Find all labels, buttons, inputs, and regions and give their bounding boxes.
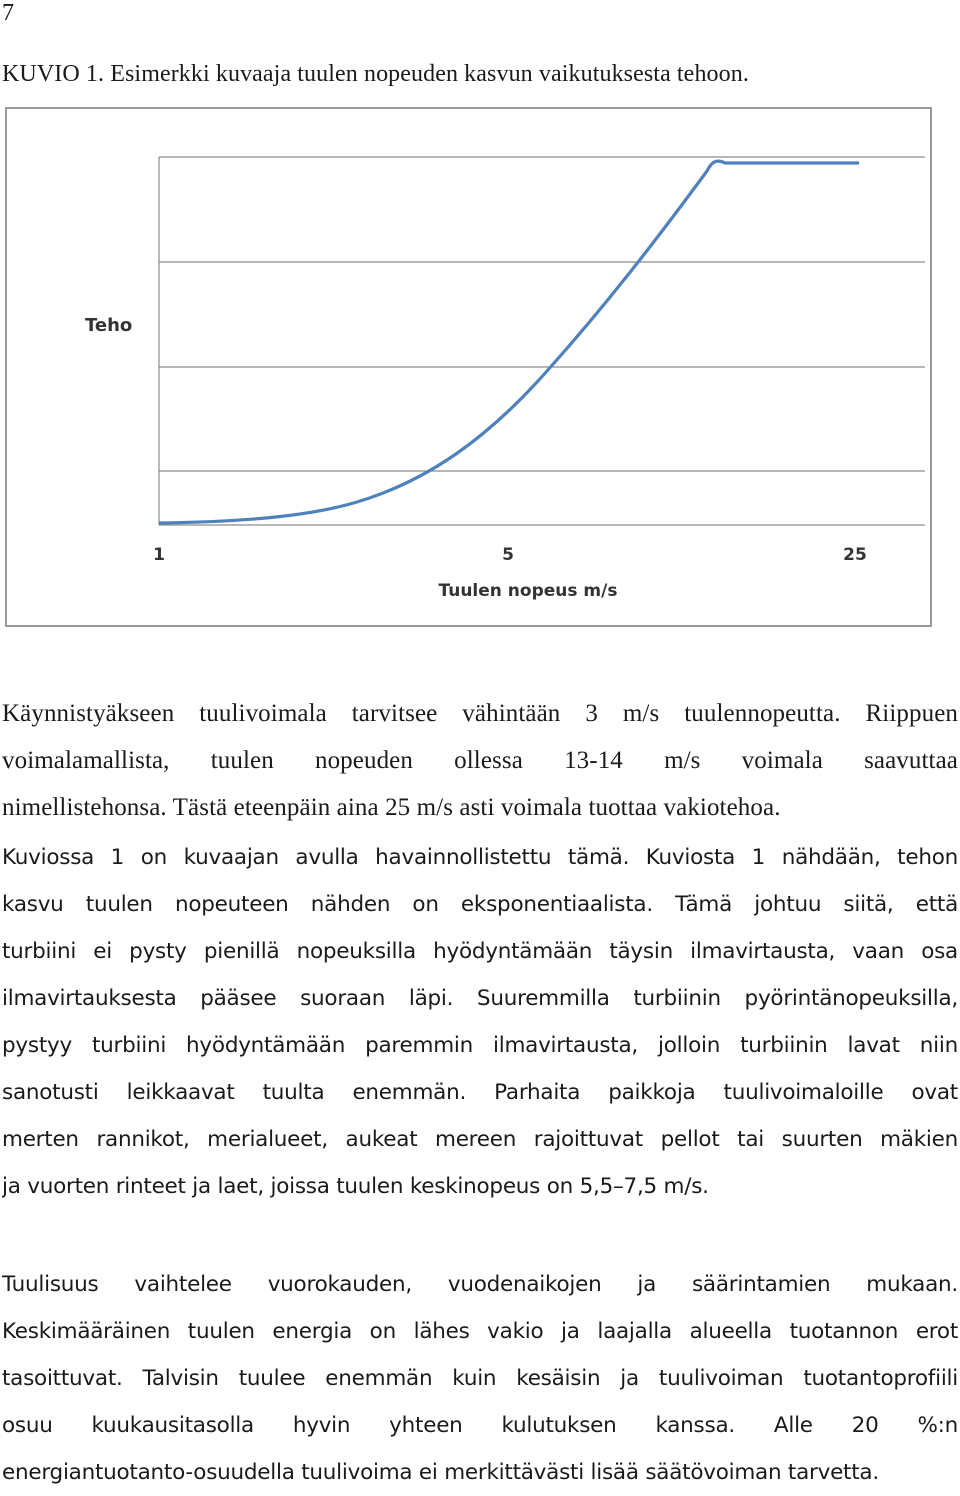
paragraph-line: Keskimääräinen tuulen energia on lähes vakio ja laajalla alueella tuotannon erot	[2, 1319, 958, 1344]
y-axis-label: Teho	[85, 315, 133, 336]
paragraph-line: tasoittuvat. Talvisin tuulee enemmän kuin kesäisin ja tuulivoiman tuotantoprofiili	[2, 1366, 958, 1391]
paragraph-line: turbiini ei pysty pienillä nopeuksilla hyödyntämään täysin ilmavirtausta, vaan osa	[2, 939, 958, 964]
x-tick-label-1: 1	[153, 545, 165, 565]
paragraph-line: ilmavirtauksesta pääsee suoraan läpi. Suuremmilla turbiinin pyörintänopeuksilla,	[2, 986, 958, 1011]
paragraph-line: merten rannikot, merialueet, aukeat mereen rajoittuvat pellot tai suurten mäkien	[2, 1127, 958, 1152]
chart-gridlines	[159, 157, 925, 525]
paragraph-line: osuu kuukausitasolla hyvin yhteen kulutuksen kanssa. Alle 20 %:n	[2, 1413, 958, 1438]
x-axis-label: Tuulen nopeus m/s	[438, 581, 618, 601]
wind-power-chart	[5, 107, 932, 627]
x-tick-label-25: 25	[843, 545, 867, 565]
x-tick-label-5: 5	[502, 545, 514, 565]
page-number: 7	[2, 0, 14, 26]
paragraph-line: ja vuorten rinteet ja laet, joissa tuulen keskinopeus on 5,5–7,5 m/s.	[2, 1174, 709, 1199]
paragraph-line: voimalamallista, tuulen nopeuden ollessa 13-14 m/s voimala saavuttaa	[2, 747, 958, 774]
paragraph-line: pystyy turbiini hyödyntämään paremmin ilmavirtausta, jolloin turbiinin lavat niin	[2, 1033, 958, 1058]
paragraph-line: Tuulisuus vaihtelee vuorokauden, vuodenaikojen ja säärintamien mukaan.	[2, 1272, 958, 1297]
chart-svg	[7, 109, 930, 625]
paragraph-line: kasvu tuulen nopeuteen nähden on eksponentiaalista. Tämä johtuu siitä, että	[2, 892, 958, 917]
paragraph-2	[2, 834, 958, 1210]
paragraph-line: Käynnistyäkseen tuulivoimala tarvitsee vähintään 3 m/s tuulennopeutta. Riippuen	[2, 700, 958, 727]
paragraph-line: Kuviossa 1 on kuvaajan avulla havainnollistettu tämä. Kuviosta 1 nähdään, tehon	[2, 845, 958, 870]
power-curve-series	[159, 161, 859, 523]
paragraph-line: nimellistehonsa. Tästä eteenpäin aina 25 m/s asti voimala tuottaa vakiotehoa.	[2, 794, 781, 821]
figure-caption: KUVIO 1. Esimerkki kuvaaja tuulen nopeuden kasvun vaikutuksesta tehoon.	[2, 61, 749, 87]
paragraph-line: energiantuotanto-osuudella tuulivoima ei merkittävästi lisää säätövoiman tarvetta.	[2, 1460, 879, 1485]
paragraph-1	[2, 690, 958, 831]
paragraph-line: sanotusti leikkaavat tuulta enemmän. Parhaita paikkoja tuulivoimaloille ovat	[2, 1080, 958, 1105]
paragraph-3	[2, 1261, 958, 1496]
